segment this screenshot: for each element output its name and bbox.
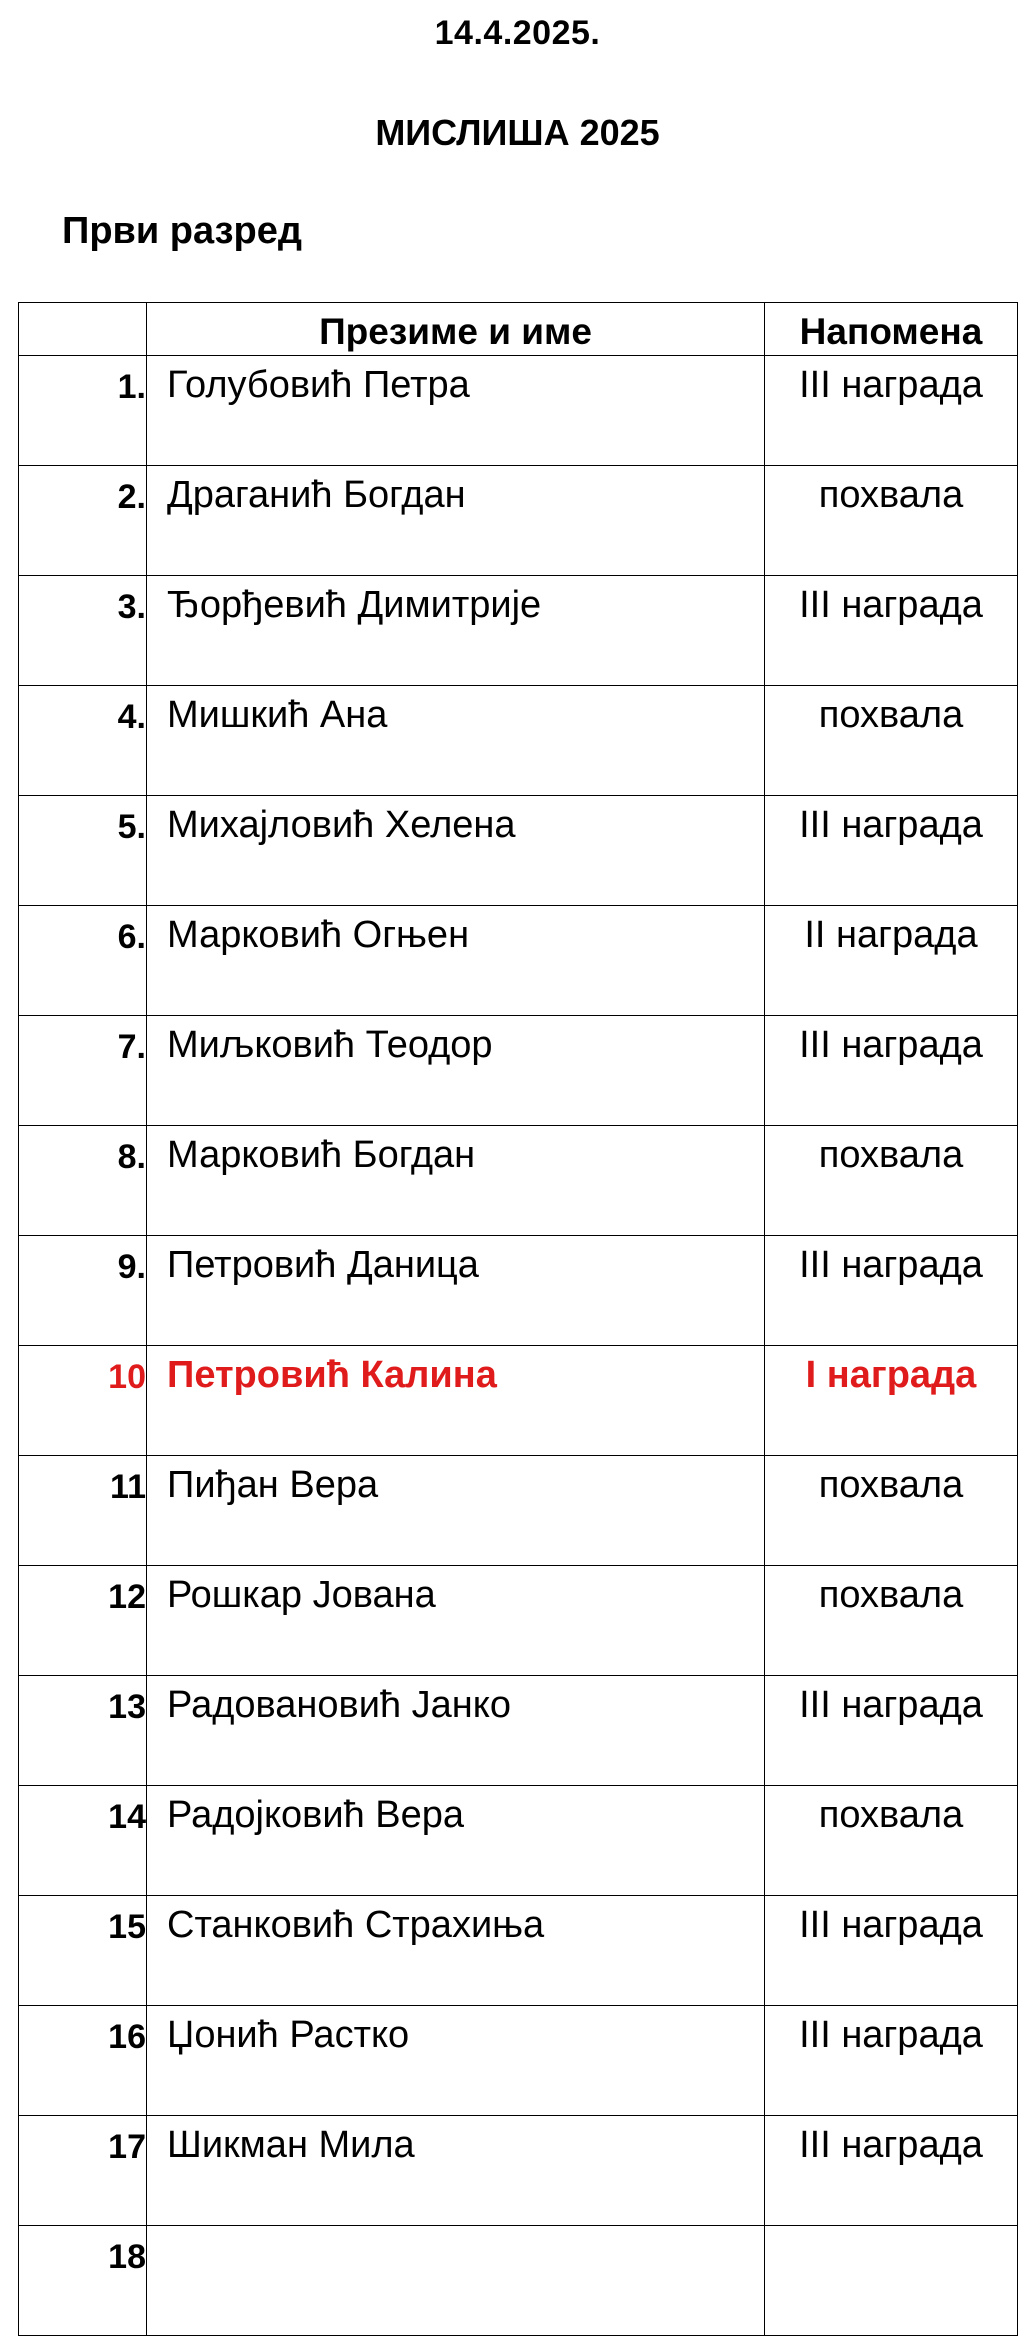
student-name: Михајловић Хелена: [147, 796, 765, 906]
student-name: Петровић Калина: [147, 1346, 765, 1456]
student-name: Пиђан Вера: [147, 1456, 765, 1566]
table-row: [19, 1126, 1018, 1236]
row-number: 6.: [19, 906, 147, 1016]
student-name: Марковић Богдан: [147, 1126, 765, 1236]
award-note: III награда: [765, 1676, 1018, 1786]
award-note: похвала: [765, 1786, 1018, 1896]
row-number: 12: [19, 1566, 147, 1676]
table-row: [19, 796, 1018, 906]
award-note: похвала: [765, 1456, 1018, 1566]
header-row: [19, 303, 1018, 356]
document-date: 14.4.2025.: [434, 14, 601, 52]
column-header-number: [19, 303, 147, 356]
table-row: [19, 2116, 1018, 2226]
student-name: Станковић Страхиња: [147, 1896, 765, 2006]
award-note: III награда: [765, 1896, 1018, 2006]
award-note: III награда: [765, 2006, 1018, 2116]
award-note: III награда: [765, 576, 1018, 686]
student-name: Мишкић Ана: [147, 686, 765, 796]
row-number: 10: [19, 1346, 147, 1456]
document-title: МИСЛИША 2025: [375, 112, 660, 153]
award-note: III награда: [765, 796, 1018, 906]
table-row: [19, 906, 1018, 1016]
student-name: Марковић Огњен: [147, 906, 765, 1016]
table-row: [19, 686, 1018, 796]
award-note: [765, 2226, 1018, 2336]
row-number: 16: [19, 2006, 147, 2116]
table-header: [19, 303, 1018, 356]
table-row: [19, 1786, 1018, 1896]
table-row: [19, 2006, 1018, 2116]
award-note: I награда: [765, 1346, 1018, 1456]
table-row: [19, 1896, 1018, 2006]
award-note: III награда: [765, 2116, 1018, 2226]
award-note: II награда: [765, 906, 1018, 1016]
row-number: 7.: [19, 1016, 147, 1126]
award-note: III награда: [765, 1016, 1018, 1126]
results-table: [18, 302, 1018, 2336]
table-row: [19, 1566, 1018, 1676]
table-body: [19, 356, 1018, 2336]
award-note: похвала: [765, 1566, 1018, 1676]
row-number: 3.: [19, 576, 147, 686]
award-note: похвала: [765, 686, 1018, 796]
row-number: 9.: [19, 1236, 147, 1346]
student-name: Драганић Богдан: [147, 466, 765, 576]
table-row: [19, 1016, 1018, 1126]
student-name: Рошкар Јована: [147, 1566, 765, 1676]
row-number: 13: [19, 1676, 147, 1786]
student-name: Петровић Даница: [147, 1236, 765, 1346]
column-header-name: Презиме и име: [147, 303, 765, 356]
column-header-note: Напомена: [765, 303, 1018, 356]
student-name: [147, 2226, 765, 2336]
student-name: Џонић Растко: [147, 2006, 765, 2116]
row-number: 1.: [19, 356, 147, 466]
row-number: 5.: [19, 796, 147, 906]
award-note: похвала: [765, 1126, 1018, 1236]
student-name: Голубовић Петра: [147, 356, 765, 466]
row-number: 18: [19, 2226, 147, 2336]
table-row: [19, 2226, 1018, 2336]
student-name: Миљковић Теодор: [147, 1016, 765, 1126]
award-note: III награда: [765, 1236, 1018, 1346]
award-note: похвала: [765, 466, 1018, 576]
row-number: 14: [19, 1786, 147, 1896]
table-row: [19, 1346, 1018, 1456]
table-row: [19, 576, 1018, 686]
row-number: 2.: [19, 466, 147, 576]
table-row: [19, 356, 1018, 466]
table-row: [19, 466, 1018, 576]
row-number: 11: [19, 1456, 147, 1566]
student-name: Радојковић Вера: [147, 1786, 765, 1896]
student-name: Ђорђевић Димитрије: [147, 576, 765, 686]
row-number: 17: [19, 2116, 147, 2226]
row-number: 4.: [19, 686, 147, 796]
section-heading: Први разред: [62, 210, 302, 252]
student-name: Шикман Мила: [147, 2116, 765, 2226]
row-number: 15: [19, 1896, 147, 2006]
student-name: Радовановић Јанко: [147, 1676, 765, 1786]
table-row: [19, 1676, 1018, 1786]
award-note: III награда: [765, 356, 1018, 466]
row-number: 8.: [19, 1126, 147, 1236]
table-row: [19, 1456, 1018, 1566]
table-row: [19, 1236, 1018, 1346]
